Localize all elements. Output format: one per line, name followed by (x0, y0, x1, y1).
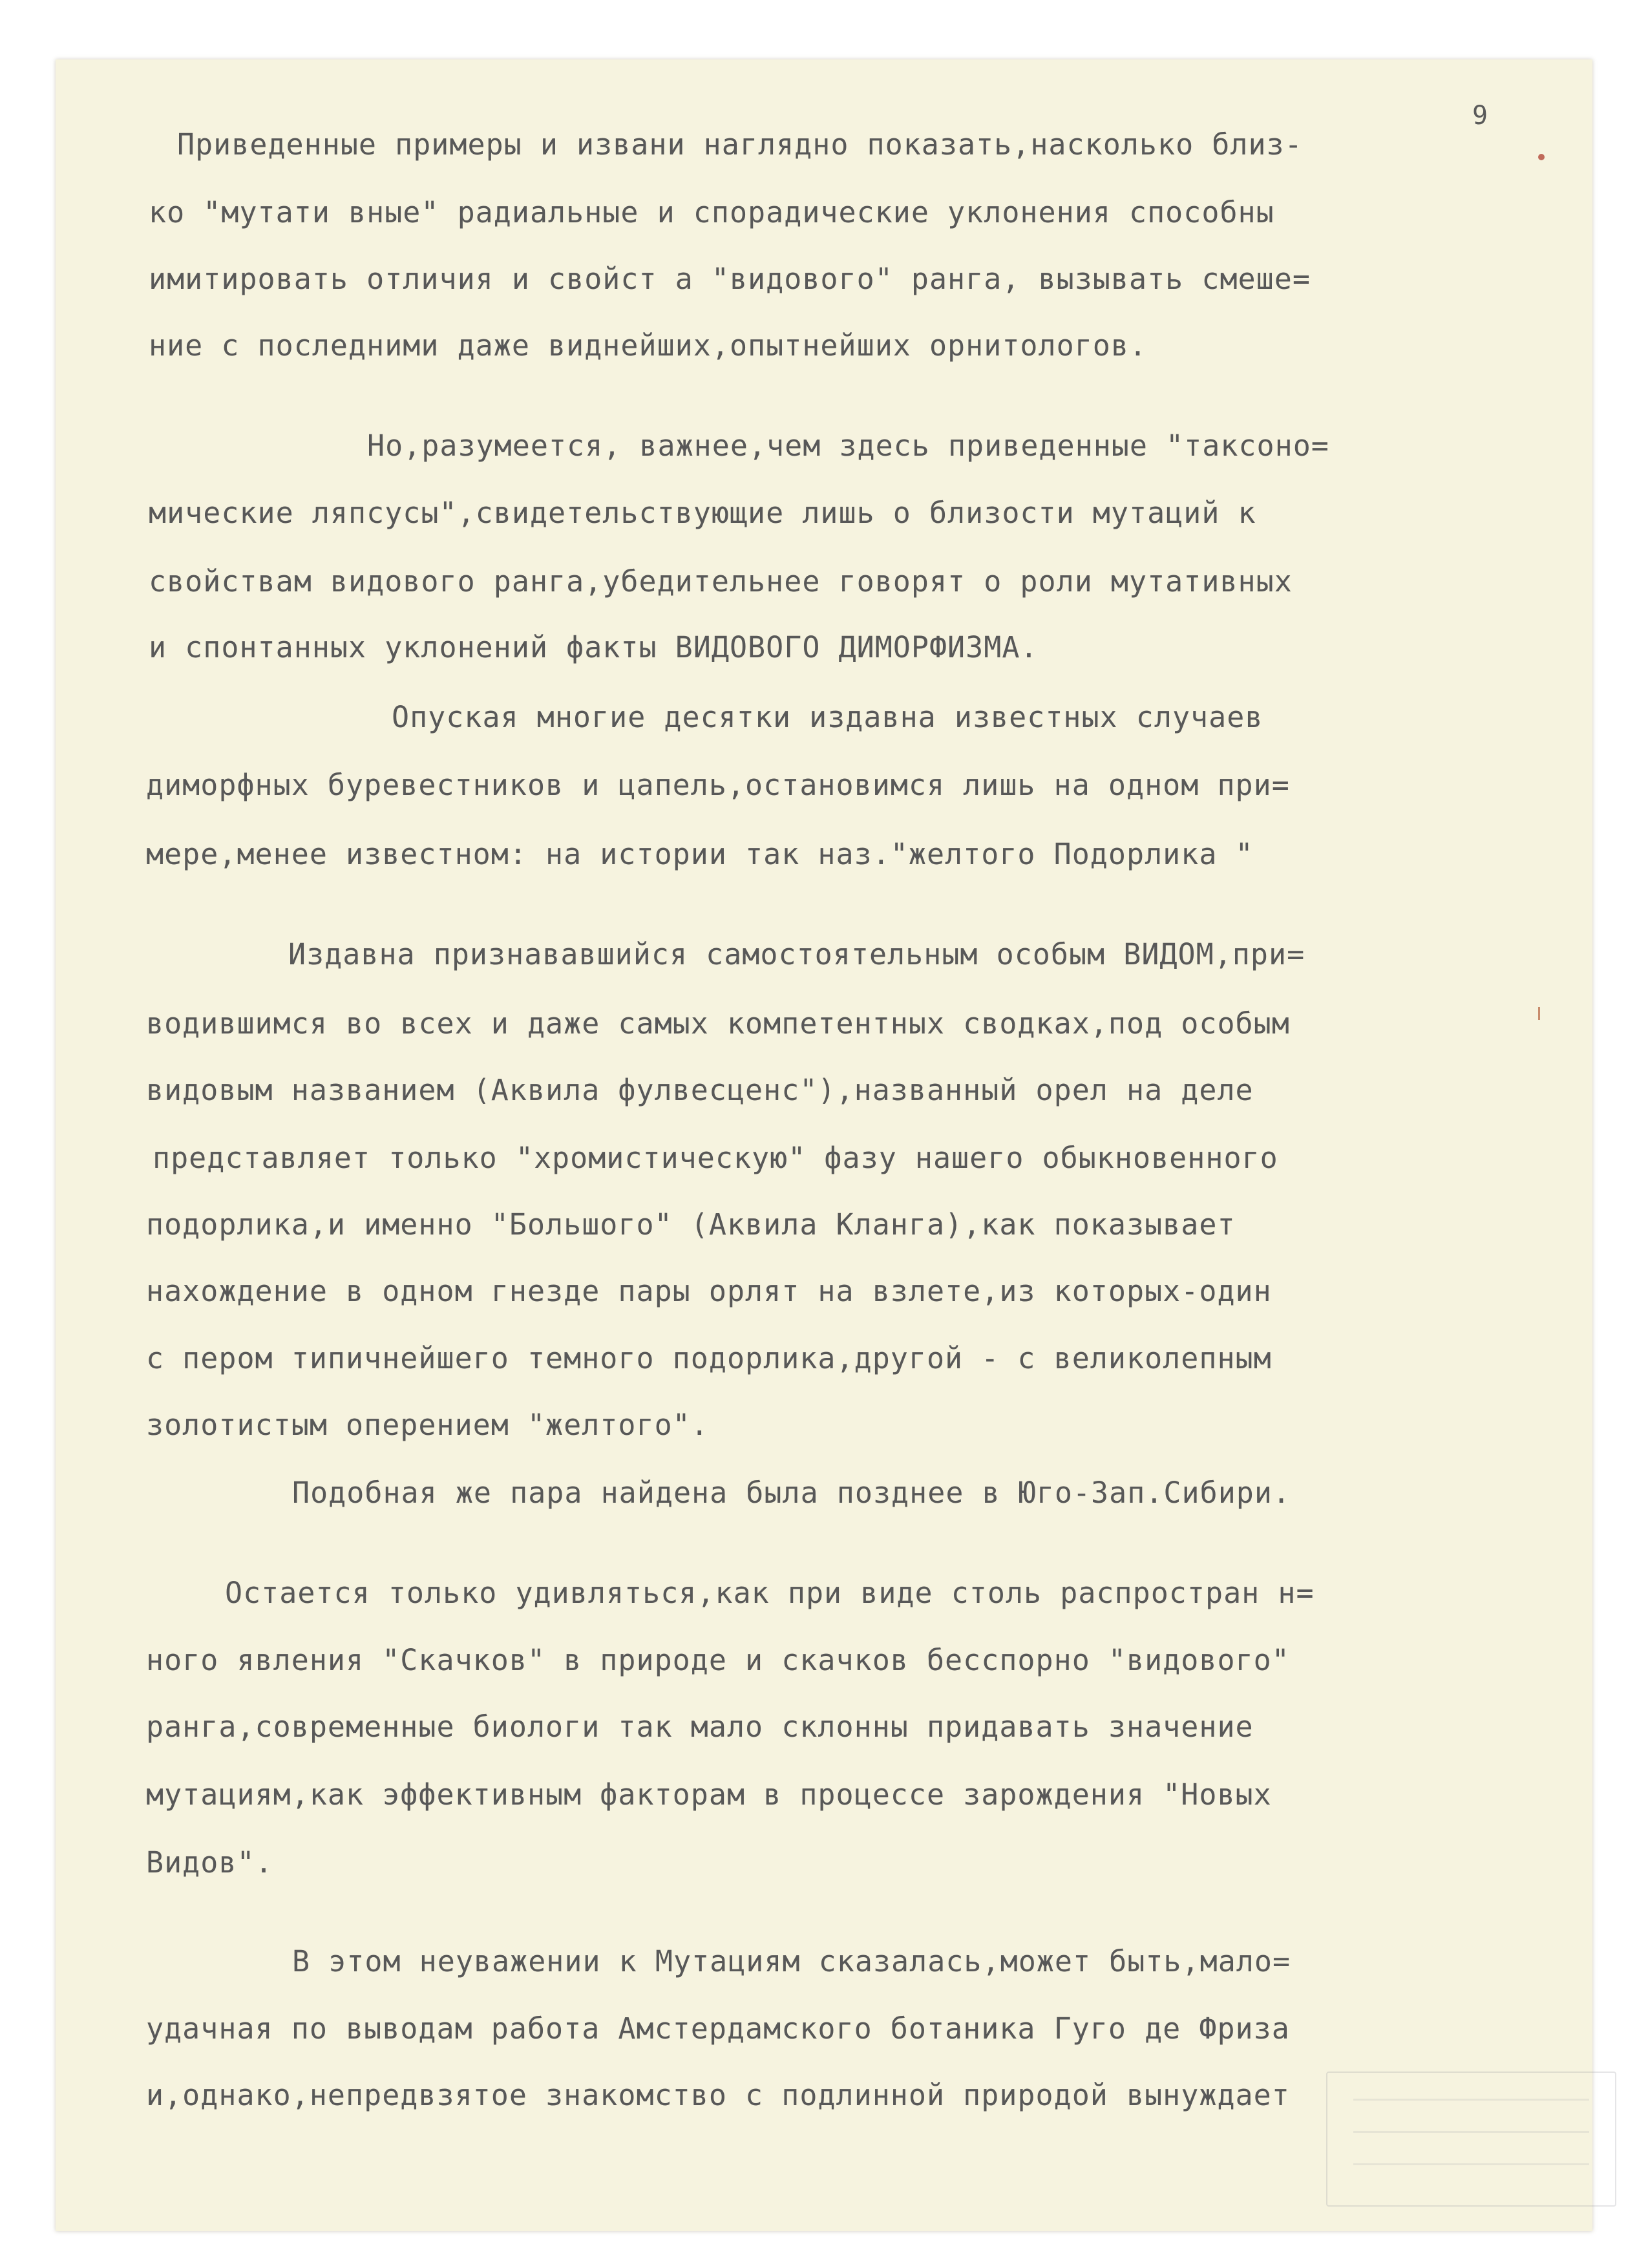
faded-library-stamp (1326, 2072, 1616, 2207)
text-line: диморфных буревестников и цапель,остановимся лишь на одном при= (146, 768, 1290, 802)
text-line: подорлика,и именно "Большого" (Аквила Кланга),как показывает (146, 1207, 1236, 1242)
paper-sheet (56, 59, 1592, 2231)
text-line: свойствам видового ранга,убедительнее говорят о роли мутативных (149, 564, 1293, 599)
text-line: и,однако,непредвзятое знакомство с подлинной природой вынуждает (146, 2078, 1290, 2112)
text-line: мические ляпсусы",свидетельствующие лишь о близости мутаций к (149, 496, 1256, 530)
text-line: Опуская многие десятки издавна известных случаев (392, 700, 1263, 734)
text-line: В этом неуважении к Мутациям сказалась,может быть,мало= (292, 1944, 1291, 1978)
text-line: имитировать отличия и свойст а "видового" ранга, вызывать смеше= (149, 262, 1311, 296)
text-line: удачная по выводам работа Амстердамского ботаника Гуго де Фриза (146, 2011, 1290, 2046)
text-line: Остается только удивляться,как при виде столь распростран н= (225, 1576, 1315, 1610)
text-line: мутациям,как эффективным факторам в процессе зарождения "Новых (146, 1777, 1272, 1812)
text-line: ние с последними даже виднейших,опытнейших орнитологов. (149, 328, 1148, 363)
stamp-line (1353, 2131, 1589, 2133)
text-line: золотистым оперением "желтого". (146, 1408, 709, 1442)
text-line: ного явления "Скачков" в природе и скачков бесспорно "видового" (146, 1643, 1290, 1677)
stamp-line (1353, 2099, 1589, 2101)
text-line: Приведенные примеры и извани наглядно показать,насколько близ- (177, 127, 1303, 162)
text-line: мере,менее известном: на истории так наз."желтого Подорлика " (146, 837, 1254, 871)
text-line: представляет только "хромистическую" фазу нашего обыкновенного (153, 1141, 1278, 1175)
stamp-line (1353, 2163, 1589, 2165)
text-line: Издавна признававшийся самостоятельным особым ВИДОМ,при= (288, 937, 1305, 971)
text-line: с пером типичнейшего темного подорлика,другой - с великолепным (146, 1341, 1272, 1375)
text-line: ко "мутати вные" радиальные и спорадические уклонения способны (149, 195, 1274, 229)
text-line: Подобная же пара найдена была позднее в Юго-Зап.Сибири. (292, 1476, 1291, 1510)
text-line: нахождение в одном гнезде пары орлят на взлете,из которых-один (146, 1274, 1272, 1308)
text-line: ранга,современные биологи так мало склонны придавать значение (146, 1710, 1254, 1744)
page-number: 9 (1472, 101, 1490, 131)
typewritten-text (56, 59, 1592, 2231)
text-line: водившимся во всех и даже самых компетентных сводках,под особым (146, 1006, 1290, 1041)
text-line: и спонтанных уклонений факты ВИДОВОГО ДИМОРФИЗМА. (149, 630, 1039, 664)
text-line: Но,разумеется, важнее,чем здесь приведенные "таксоно= (367, 429, 1329, 463)
text-line: Видов". (146, 1845, 273, 1880)
text-line: видовым названием (Аквила фулвесценс"),названный орел на деле (146, 1073, 1254, 1107)
